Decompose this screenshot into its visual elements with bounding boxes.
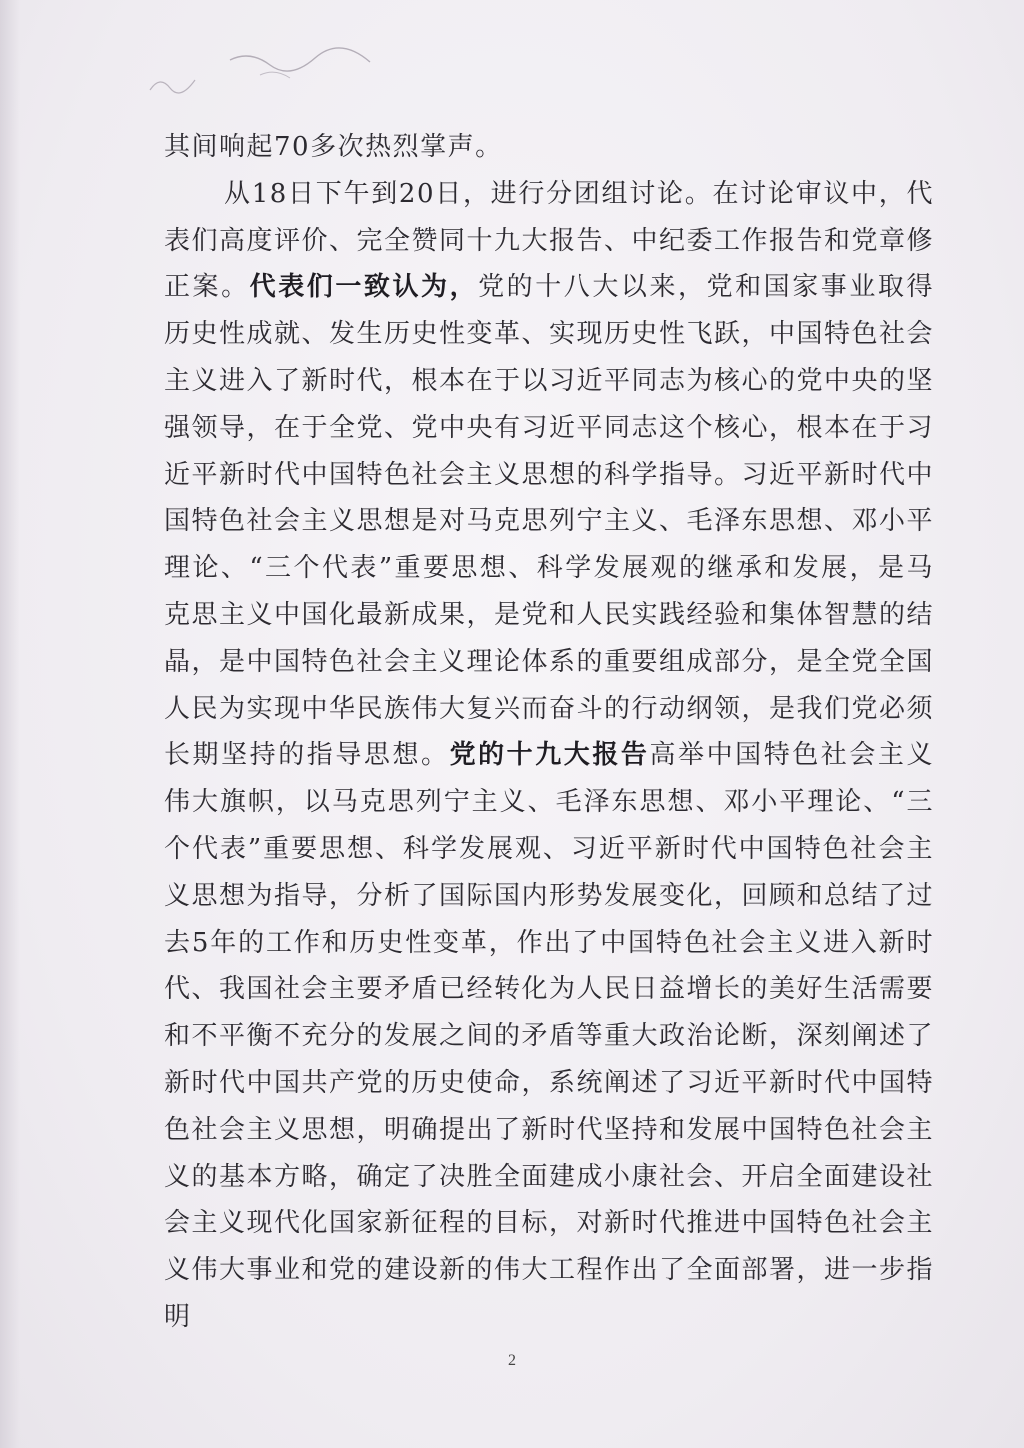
page-edge-shadow: [0, 0, 20, 1448]
paragraph-2-part-3: 高举中国特色社会主义伟大旗帜，以马克思列宁主义、毛泽东思想、邓小平理论、“三个代表”重要思想、科学发展观、习近平新时代中国特色社会主义思想为指导，分析了国际国内形势发展变化，回顾和总结了过去5年的工作和历史性变革，作出了中国特色社会主义进入新时代、我国社会主要矛盾已经转化为人民日益增长的美好生活需要和不平衡不充分的发展之间的矛盾等重大政治论断，深刻阐述了新时代中国共产党的历史使命，系统阐述了习近平新时代中国特色社会主义思想，明确提出了新时代坚持和发展中国特色社会主义的基本方略，确定了决胜全面建成小康社会、开启全面建设社会主义现代化国家新征程的目标，对新时代推进中国特色社会主义伟大事业和党的建设新的伟大工程作出了全面部署，进一步指明: [164, 740, 935, 1332]
paragraph-2-part-2: 党的十八大以来，党和国家事业取得历史性成就、发生历史性变革、实现历史性飞跃，中国特色社会主义进入了新时代，根本在于以习近平同志为核心的党中央的坚强领导，在于全党、党中央有习近平同志这个核心，根本在于习近平新时代中国特色社会主义思想的科学指导。习近平新时代中国特色社会主义思想是对马克思列宁主义、毛泽东思想、邓小平理论、“三个代表”重要思想、科学发展观的继承和发展，是马克思主义中国化最新成果，是党和人民实践经验和集体智慧的结晶，是中国特色社会主义理论体系的重要组成部分，是全党全国人民为实现中华民族伟大复兴而奋斗的行动纲领，是我们党必须长期坚持的指导思想。: [164, 272, 935, 771]
document-body: [164, 124, 934, 1341]
paragraph-2-bold-1: 代表们一致认为，: [249, 272, 479, 303]
page-number: 2: [508, 1352, 516, 1369]
paragraph-1: 其间响起70多次热烈掌声。: [164, 132, 503, 162]
paragraph-2-bold-2: 党的十九大报告: [449, 740, 650, 771]
paragraph-2: [164, 171, 934, 1341]
paragraph-2-part-1: 从18日下午到20日，进行分团组讨论。在讨论审议中，代表们高度评价、完全赞同十九大报告、中纪委工作报告和党章修正案。: [164, 178, 935, 303]
pencil-scribble: [140, 20, 380, 110]
